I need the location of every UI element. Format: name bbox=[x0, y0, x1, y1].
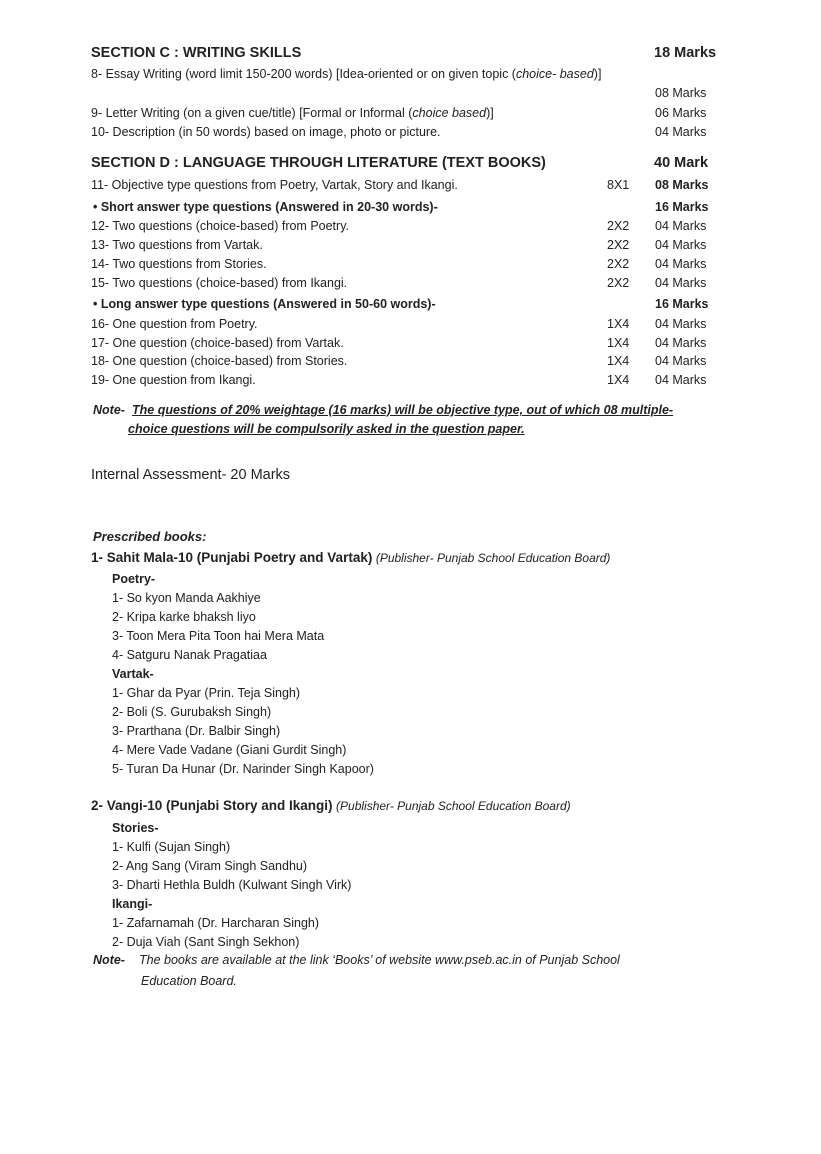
question-multiplier: 2X2 bbox=[607, 238, 630, 252]
item-8 bbox=[91, 66, 601, 82]
question-marks: 04 Marks bbox=[655, 317, 707, 331]
question-item: 19- One question from Ikangi. bbox=[91, 373, 256, 387]
item-italic: choice based bbox=[412, 106, 487, 120]
item-10-marks: 04 Marks bbox=[655, 125, 707, 139]
book-list-item: 2- Duja Viah (Sant Singh Sekhon) bbox=[112, 935, 300, 949]
book-list-item: 5- Turan Da Hunar (Dr. Narinder Singh Kapoor) bbox=[112, 762, 374, 776]
question-item: 13- Two questions from Vartak. bbox=[91, 238, 263, 252]
question-item: 15- Two questions (choice-based) from Ikangi. bbox=[91, 276, 348, 290]
book-publisher: (Publisher- Punjab School Education Board) bbox=[375, 551, 611, 565]
question-multiplier: 2X2 bbox=[607, 219, 630, 233]
book-publisher: (Publisher- Punjab School Education Board) bbox=[336, 799, 571, 813]
section-c-marks: 18 Marks bbox=[654, 45, 717, 61]
section-d-marks: 40 Mark bbox=[654, 155, 709, 171]
book-list-item: 1- Zafarnamah (Dr. Harcharan Singh) bbox=[112, 916, 320, 930]
stories-label: Stories- bbox=[112, 821, 159, 835]
note-2-label: Note- bbox=[93, 953, 125, 967]
question-item: 16- One question from Poetry. bbox=[91, 317, 258, 331]
question-marks: 04 Marks bbox=[655, 257, 707, 271]
long-answer-heading: • Long answer type questions (Answered in 50-60 words)- bbox=[93, 297, 436, 311]
item-text: 8- Essay Writing (word limit 150-200 words) [Idea-oriented or on given topic ( bbox=[91, 67, 516, 81]
question-item: 12- Two questions (choice-based) from Poetry. bbox=[91, 219, 349, 233]
item-tail: )] bbox=[593, 67, 602, 81]
item-tail: )] bbox=[486, 106, 494, 120]
book-list-item: 4- Mere Vade Vadane (Giani Gurdit Singh) bbox=[112, 743, 347, 757]
long-answer-marks: 16 Marks bbox=[655, 297, 709, 311]
item-10: 10- Description (in 50 words) based on image, photo or picture. bbox=[91, 125, 441, 139]
question-marks: 04 Marks bbox=[655, 336, 707, 350]
question-multiplier: 1X4 bbox=[607, 336, 630, 350]
item-8-marks: 08 Marks bbox=[655, 86, 707, 100]
question-multiplier: 2X2 bbox=[607, 276, 630, 290]
question-marks: 04 Marks bbox=[655, 354, 707, 368]
question-marks: 04 Marks bbox=[655, 219, 707, 233]
book-title: 1- Sahit Mala-10 (Punjabi Poetry and Vartak) bbox=[91, 550, 373, 565]
item-text: 9- Letter Writing (on a given cue/title) [Formal or Informal ( bbox=[91, 106, 413, 120]
section-d-title: SECTION D : LANGUAGE THROUGH LITERATURE (TEXT BOOKS) bbox=[91, 155, 546, 171]
item-italic: choice- based bbox=[515, 67, 594, 81]
note-2-line-1: The books are available at the link ‘Books’ of website www.pseb.ac.in of Punjab School bbox=[139, 953, 620, 967]
note-label: Note- bbox=[93, 403, 125, 417]
short-answer-heading: • Short answer type questions (Answered in 20-30 words)- bbox=[93, 200, 438, 214]
short-answer-marks: 16 Marks bbox=[655, 200, 709, 214]
question-marks: 04 Marks bbox=[655, 238, 707, 252]
question-multiplier: 1X4 bbox=[607, 373, 630, 387]
book-list-item: 1- Ghar da Pyar (Prin. Teja Singh) bbox=[112, 686, 301, 700]
question-multiplier: 2X2 bbox=[607, 257, 630, 271]
question-marks: 04 Marks bbox=[655, 276, 707, 290]
section-c-title: SECTION C : WRITING SKILLS bbox=[91, 45, 302, 61]
note-line-2: choice questions will be compulsorily asked in the question paper. bbox=[128, 422, 525, 436]
question-item: 18- One question (choice-based) from Stories. bbox=[91, 354, 348, 368]
book-list-item: 3- Toon Mera Pita Toon hai Mera Mata bbox=[112, 629, 325, 643]
item-11-marks: 08 Marks bbox=[655, 178, 709, 192]
book-list-item: 1- So kyon Manda Aakhiye bbox=[112, 591, 261, 605]
item-9-marks: 06 Marks bbox=[655, 106, 707, 120]
note-line-1: The questions of 20% weightage (16 marks) will be objective type, out of which 08 multiple- bbox=[132, 403, 674, 417]
book-list-item: 2- Boli (S. Gurubaksh Singh) bbox=[112, 705, 272, 719]
book-title: 2- Vangi-10 (Punjabi Story and Ikangi) bbox=[91, 798, 333, 813]
poetry-label: Poetry- bbox=[112, 572, 156, 586]
item-11-mult: 8X1 bbox=[607, 178, 630, 192]
prescribed-books-heading: Prescribed books: bbox=[93, 529, 207, 544]
question-multiplier: 1X4 bbox=[607, 354, 630, 368]
book-list-item: 4- Satguru Nanak Pragatiaa bbox=[112, 648, 267, 662]
book-1 bbox=[91, 550, 610, 566]
ikangi-label: Ikangi- bbox=[112, 897, 153, 911]
book-list-item: 1- Kulfi (Sujan Singh) bbox=[112, 840, 231, 854]
vartak-label: Vartak- bbox=[112, 667, 154, 681]
note-2-line-2: Education Board. bbox=[141, 974, 237, 988]
question-item: 17- One question (choice-based) from Vartak. bbox=[91, 336, 344, 350]
question-multiplier: 1X4 bbox=[607, 317, 630, 331]
book-list-item: 2- Kripa karke bhaksh liyo bbox=[112, 610, 256, 624]
book-2 bbox=[91, 798, 571, 814]
question-item: 14- Two questions from Stories. bbox=[91, 257, 267, 271]
question-marks: 04 Marks bbox=[655, 373, 707, 387]
book-list-item: 3- Dharti Hethla Buldh (Kulwant Singh Virk) bbox=[112, 878, 352, 892]
book-list-item: 2- Ang Sang (Viram Singh Sandhu) bbox=[112, 859, 308, 873]
internal-assessment: Internal Assessment- 20 Marks bbox=[91, 467, 291, 483]
book-list-item: 3- Prarthana (Dr. Balbir Singh) bbox=[112, 724, 281, 738]
item-9 bbox=[91, 105, 494, 121]
item-11: 11- Objective type questions from Poetry, Vartak, Story and Ikangi. bbox=[91, 178, 458, 192]
